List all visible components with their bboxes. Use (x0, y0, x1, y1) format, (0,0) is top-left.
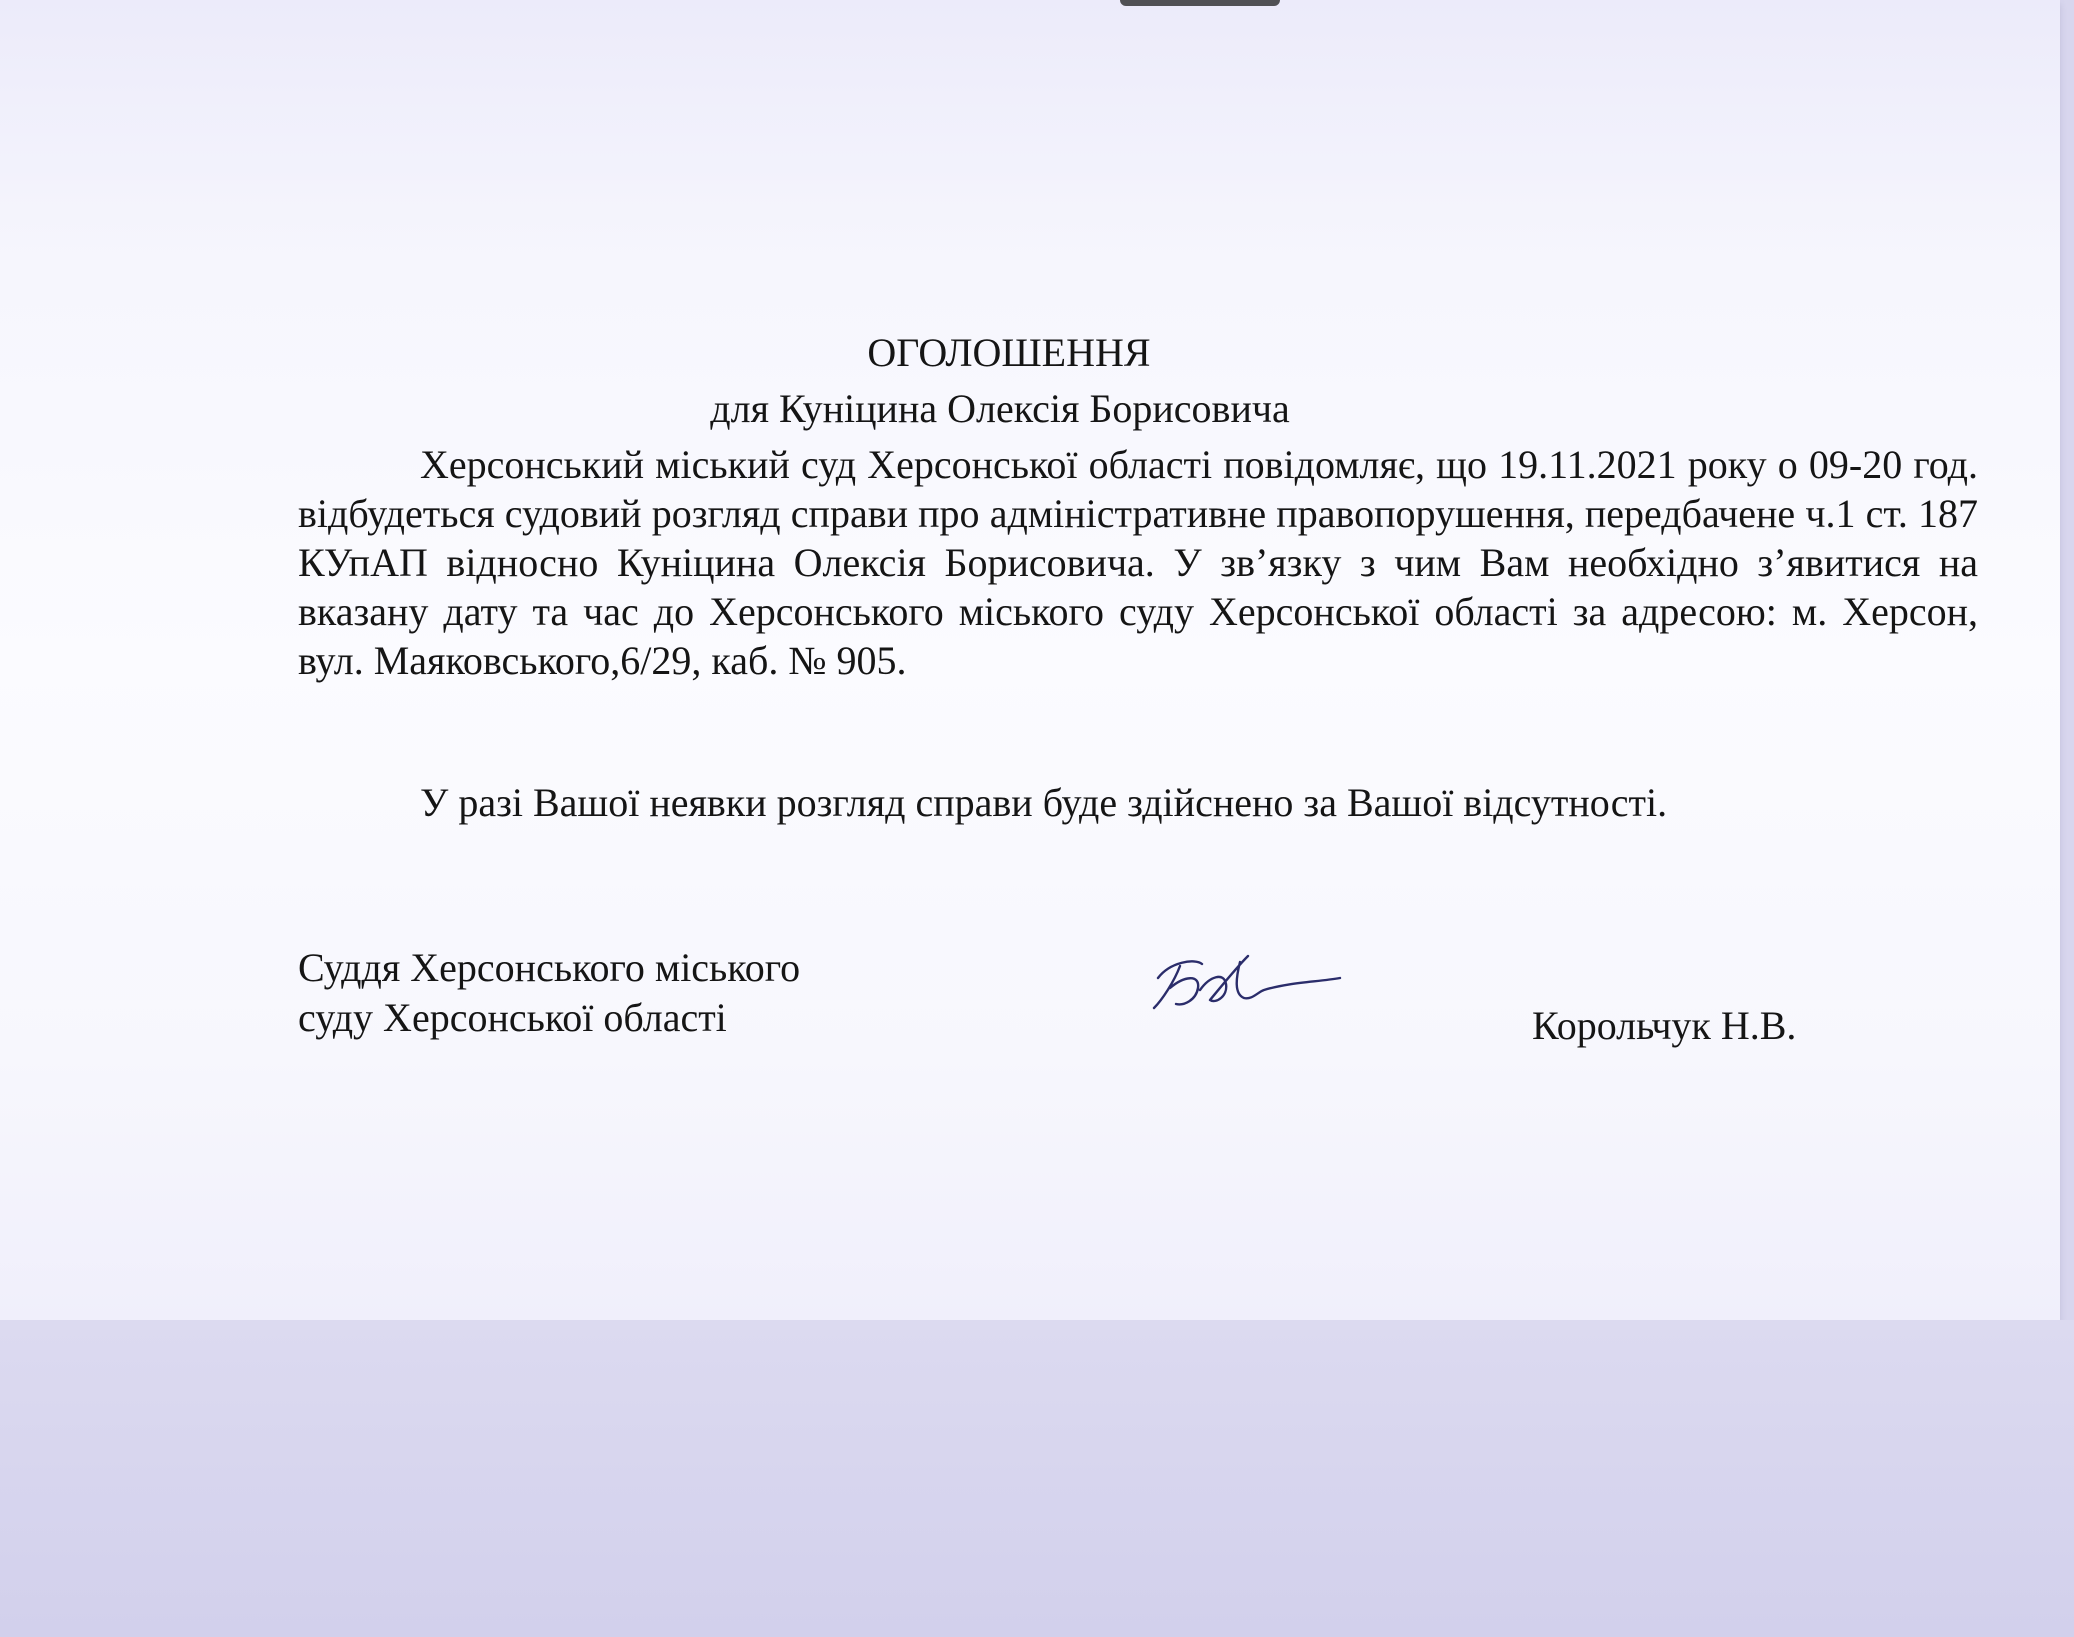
background-surface (0, 1320, 2074, 1637)
signatory-position-line2: суду Херсонської області (298, 995, 727, 1040)
notice-body: Херсонський міський суд Херсонської області повідомляє, що 19.11.2021 року о 09-20 год. відбудеться судовий розгляд справи про адміністративне правопорушення, передбачене ч.1 ст. 187 КУпАП відносно Куніцина Олексія Борисовича. У зв’язку з чим Вам необхідно з’явитися на вказану дату та час до Херсонського міського суду Херсонської області за адресою: м. Херсон, вул. Маяковського,6/29, каб. № 905. (298, 442, 1978, 683)
paper-edge-shadow (1120, 0, 1280, 6)
notice-closing: У разі Вашої неявки розгляд справи буде здійснено за Вашої відсутності. (420, 780, 1668, 825)
signatory-name: Корольчук Н.В. (1532, 1003, 1797, 1048)
handwritten-signature (1140, 948, 1350, 1018)
recipient-line: для Куніцина Олексія Борисовича (710, 386, 1290, 431)
signatory-position (298, 943, 800, 1043)
document-title: ОГОЛОШЕННЯ (867, 330, 1151, 375)
signatory-position-line1: Суддя Херсонського міського (298, 945, 801, 990)
